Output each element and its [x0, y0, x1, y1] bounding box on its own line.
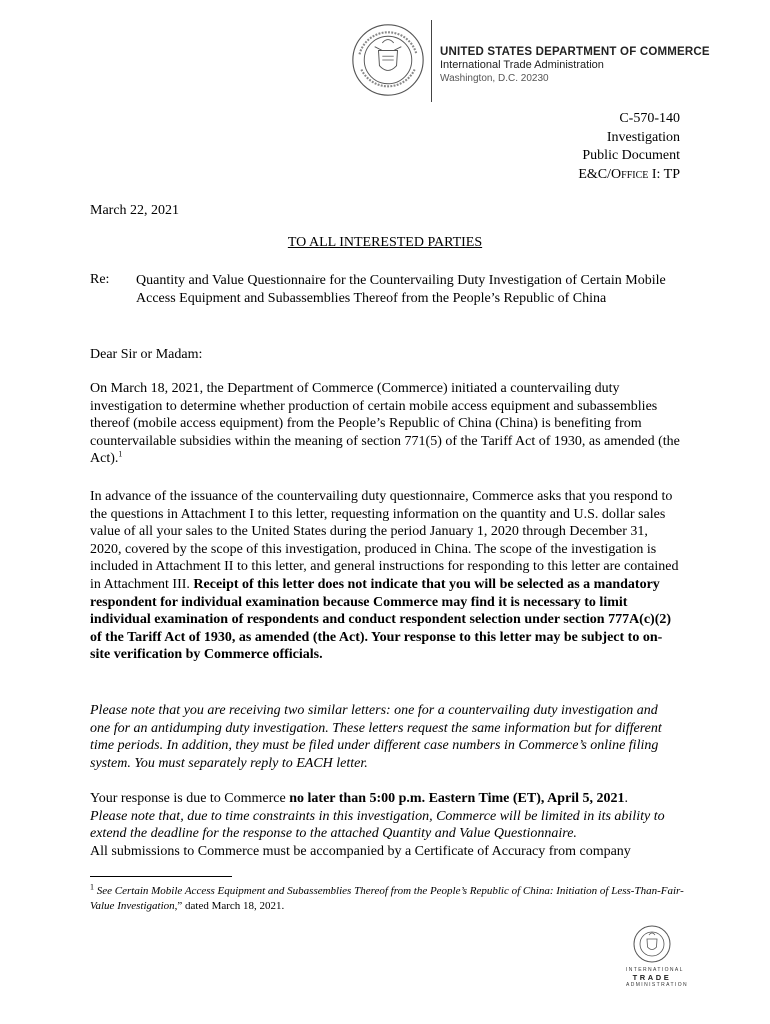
- footnote-divider: [90, 876, 232, 877]
- office-code: E&C/Office I: TP: [578, 166, 680, 182]
- ita-seal-icon: [632, 924, 672, 964]
- footnote: $^1$ See Certain Mobile Access Equipment and Subassemblies Thereof from the People’s Republic of China: Initiation of Less-Than-Fair-Value Investigation,” dated March 18, 2021.: [90, 882, 684, 912]
- ita-logo: [626, 924, 689, 988]
- paragraph-3: Please note that you are receiving two similar letters: one for a countervailing duty investigation and one for an antidumping duty investigation. These letters request the same information but for different time periods. In addition, they must be filed under different case numbers in Commerce’s online filing system. You must separately reply to EACH letter.: [90, 703, 662, 771]
- footnote-reference: 1: [118, 449, 123, 459]
- case-info-block: [578, 110, 680, 184]
- re-subject: Quantity and Value Questionnaire for the Countervailing Duty Investigation of Certain Mobile Access Equipment and Subassemblies Thereof from the People’s Republic of China: [136, 273, 666, 306]
- deadline: no later than 5:00 p.m. Eastern Time (ET), April 5, 2021: [289, 791, 625, 806]
- paragraph-2: In advance of the issuance of the countervailing duty questionnaire, Commerce asks that you respond to the questions in Attachment I to this letter, requesting information on the quantity and U.S. dollar sales value of all your sales to the United States during the period January 1, 2020 through December 31, 2020, covered by the scope of this investigation, produced in China. The scope of the investigation is included in Attachment II to this letter, and general instructions for responding to this letter are contained in Attachment III. Receipt of this letter does not indicate that you will be selected as a mandatory respondent for individual examination because Commerce may find it is necessary to limit individual examination of respondents and conduct respondent selection under section 777A(c)(2) of the Tariff Act of 1930, as amended (the Act). Your response to this letter may be subject to on-site verification by Commerce officials.: [90, 489, 679, 663]
- ita-line-1: INTERNATIONAL: [626, 967, 684, 973]
- ita-line-2: TRADE: [632, 973, 672, 982]
- letter-date: March 22, 2021: [90, 203, 180, 218]
- letterhead-text: [440, 46, 710, 85]
- department-of-commerce-seal-icon: [350, 22, 426, 98]
- paragraph-1: On March 18, 2021, the Department of Commerce (Commerce) initiated a countervailing duty investigation to determine whether production of certain mobile access equipment and subassemblies thereof (mobile access equipment) from the People’s Republic of China (China) is benefiting from countervailable subsidies within the meaning of section 771(5) of the Tariff Act of 1930, as amended (the Act).$^1$: [90, 381, 680, 467]
- salutation: Dear Sir or Madam:: [90, 347, 203, 362]
- case-type: Investigation: [606, 129, 680, 145]
- paragraph-4: Your response is due to Commerce no later than 5:00 p.m. Eastern Time (ET), April 5, 2021. Please note that, due to time constraints in this investigation, Commerce will be limited in its ability to extend the deadline for the response to the attached Quantity and Value Questionnaire. All submissions to Commerce must be accompanied by a Certificate of Accuracy from company: [90, 791, 665, 859]
- ita-line-3: ADMINISTRATION: [626, 982, 689, 988]
- letterhead-divider: [431, 20, 432, 102]
- agency-name: International Trade Administration: [440, 59, 604, 71]
- letter-title: TO ALL INTERESTED PARTIES: [287, 235, 483, 250]
- bold-notice: Receipt of this letter does not indicate that you will be selected as a mandatory respondent for individual examination because Commerce may find it is necessary to limit individual examination of respondents and conduct respondent selection under section 777A(c)(2) of the Tariff Act of 1930, as amended (the Act). Your response to this letter may be subject to on-site verification by Commerce officials.: [90, 576, 672, 663]
- case-number: C-570-140: [619, 111, 680, 126]
- department-name: UNITED STATES DEPARTMENT OF COMMERCE: [440, 46, 710, 58]
- re-label: Re:: [90, 272, 110, 287]
- agency-address: Washington, D.C. 20230: [440, 73, 549, 84]
- document-type: Public Document: [582, 148, 680, 163]
